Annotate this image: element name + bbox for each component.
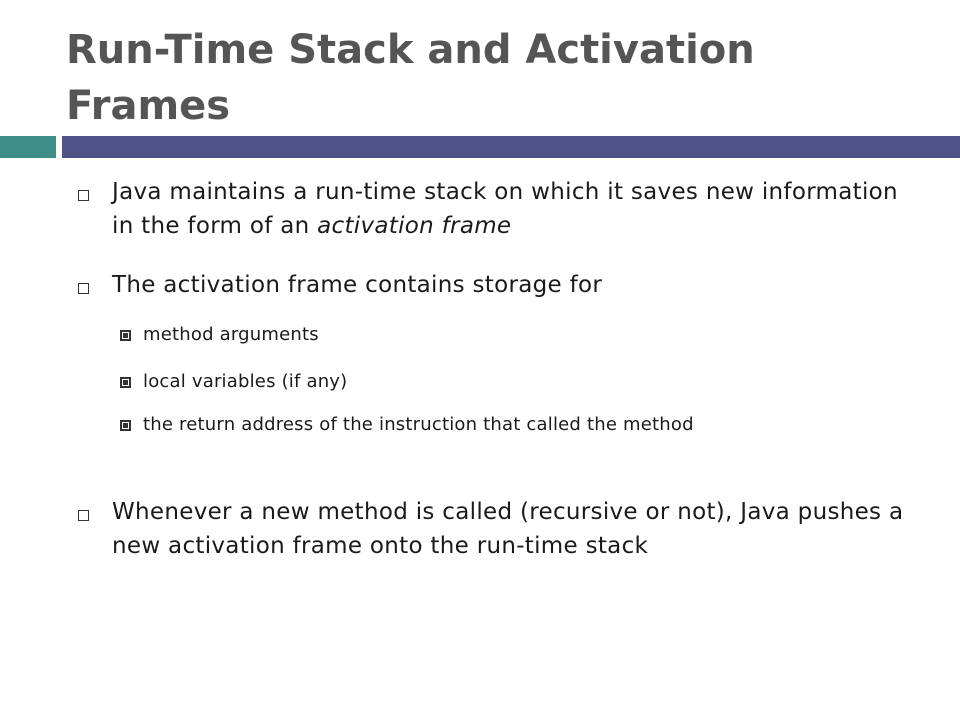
slide-title: Run-Time Stack and Activation Frames <box>66 27 755 129</box>
title-rule-teal-accent <box>0 136 56 158</box>
filled-square-bullet-icon <box>120 420 131 431</box>
bullet-1-text: Java maintains a run-time stack on which it saves new information in the form of an <box>112 179 898 239</box>
bullet-2-text: The activation frame contains storage for <box>112 272 603 298</box>
sub-bullet-2-text: local variables (if any) <box>143 371 348 392</box>
square-bullet-icon <box>78 510 89 521</box>
square-bullet-icon <box>78 283 89 294</box>
bullet-1-text-block <box>112 175 912 243</box>
bullet-1-emphasis: activation frame <box>317 213 512 239</box>
filled-square-bullet-icon <box>120 377 131 388</box>
filled-square-bullet-icon <box>120 330 131 341</box>
sub-bullet-1-text: method arguments <box>143 324 319 345</box>
bullet-3-text: Whenever a new method is called (recursive or not), Java pushes a new activation frame onto the run-time stack <box>112 499 904 559</box>
title-rule-blue-bar <box>62 136 960 158</box>
sub-bullet-3-text: the return address of the instruction that called the method <box>143 414 694 435</box>
square-bullet-icon <box>78 190 89 201</box>
